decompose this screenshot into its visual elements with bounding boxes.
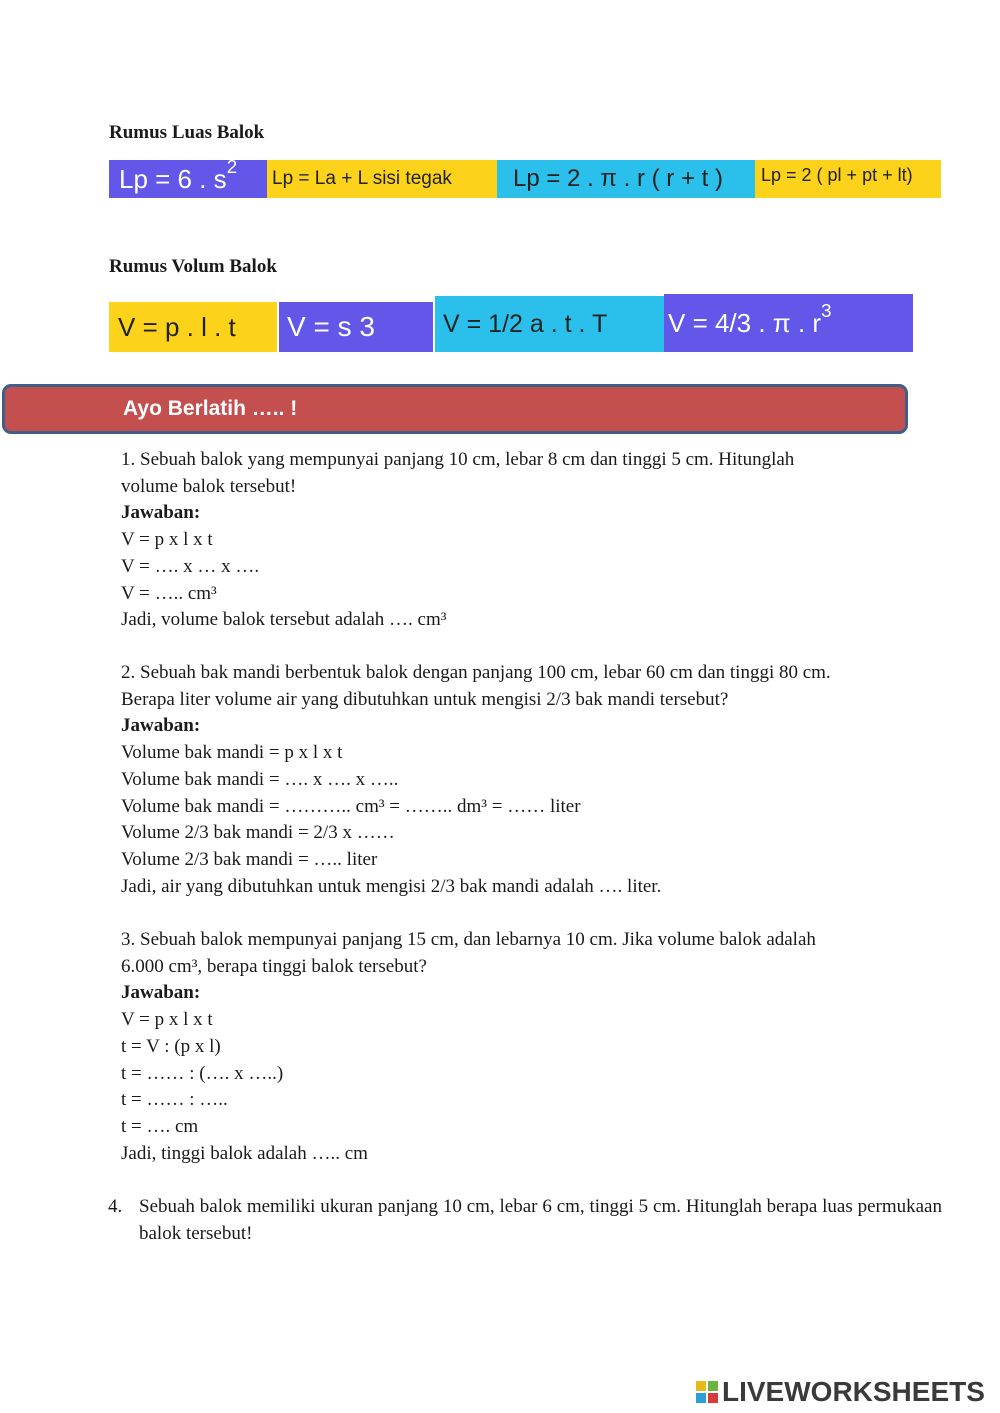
q2-line: Berapa liter volume air yang dibutuhkan untuk mengisi 2/3 bak mandi tersebut?	[121, 688, 729, 710]
q2-line: Volume 2/3 bak mandi = ….. liter	[121, 848, 378, 870]
banner-label: Ayo Berlatih ….. !	[123, 397, 298, 420]
volum-heading: Rumus Volum Balok	[109, 256, 277, 277]
q2-line: 2. Sebuah bak mandi berbentuk balok dengan panjang 100 cm, lebar 60 cm dan tinggi 80 cm.	[121, 662, 831, 683]
q3-line: 6.000 cm³, berapa tinggi balok tersebut?	[121, 955, 427, 977]
volum-formula-2-text: V = s 3	[287, 311, 375, 342]
luas-formula-1-exp: 2	[226, 160, 238, 177]
question-2	[121, 660, 831, 900]
volum-formula-tile-2	[277, 302, 433, 352]
liveworksheets-logo	[696, 1376, 985, 1408]
luas-formula-strip	[109, 160, 941, 198]
volum-formula-4-exp: 3	[821, 300, 832, 321]
question-1	[121, 447, 794, 634]
luas-formula-3-text: Lp = 2 . π . r ( r + t )	[513, 165, 723, 192]
q1-line: Jadi, volume balok tersebut adalah …. cm³	[121, 609, 447, 631]
logo-text: LIVEWORKSHEETS	[722, 1376, 985, 1407]
q1-line: V = p x l x t	[121, 529, 213, 551]
luas-formula-1-text: Lp = 6 . s	[119, 163, 227, 194]
luas-formula-4-text: Lp = 2 ( pl + pt + lt)	[761, 165, 913, 185]
volum-formula-1-text: V = p . l . t	[118, 311, 236, 342]
q4-number: 4.	[108, 1196, 123, 1217]
q1-line: V = ….. cm³	[121, 582, 217, 604]
luas-formula-2-text: Lp = La + L sisi tegak	[272, 168, 452, 189]
q2-line: Volume bak mandi = p x l x t	[121, 742, 343, 764]
volum-formula-tile-4	[664, 294, 913, 352]
luas-formula-tile-3	[497, 160, 755, 198]
q1-line: V = …. x … x ….	[121, 555, 260, 577]
q3-answer-label: Jawaban:	[121, 982, 201, 1004]
luas-formula-tile-1	[109, 160, 267, 198]
q3-line: Jadi, tinggi balok adalah ….. cm	[121, 1142, 368, 1164]
volum-formula-tile-3	[433, 296, 664, 352]
liveworksheets-logo-icon	[696, 1381, 718, 1403]
volum-formula-3-text: V = 1/2 a . t . T	[443, 309, 608, 338]
q2-line: Volume 2/3 bak mandi = 2/3 x ……	[121, 822, 395, 844]
q1-line: volume balok tersebut!	[121, 475, 297, 497]
q2-line: Volume bak mandi = ……….. cm³ = …….. dm³ = …… liter	[121, 795, 581, 817]
luas-heading: Rumus Luas Balok	[109, 122, 265, 143]
q3-line: t = …. cm	[121, 1115, 199, 1137]
ayo-berlatih-banner	[2, 384, 908, 434]
q1-answer-label: Jawaban:	[121, 502, 201, 524]
q4-text: Sebuah balok memiliki ukuran panjang 10 cm, lebar 6 cm, tinggi 5 cm. Hitunglah berapa luas permukaan balok tersebut!	[139, 1196, 942, 1244]
q3-line: t = V : (p x l)	[121, 1035, 221, 1057]
question-4	[108, 1193, 942, 1247]
q2-answer-label: Jawaban:	[121, 715, 201, 737]
q1-line: 1. Sebuah balok yang mempunyai panjang 10 cm, lebar 8 cm dan tinggi 5 cm. Hitunglah	[121, 449, 795, 470]
question-3	[121, 927, 816, 1167]
luas-formula-tile-2	[267, 160, 497, 198]
q3-line: V = p x l x t	[121, 1009, 213, 1031]
q2-line: Jadi, air yang dibutuhkan untuk mengisi 2/3 bak mandi adalah …. liter.	[121, 875, 662, 897]
luas-formula-tile-4	[755, 160, 941, 198]
q3-line: 3. Sebuah balok mempunyai panjang 15 cm, dan lebarnya 10 cm. Jika volume balok adalah	[121, 929, 816, 950]
volum-formula-tile-1	[109, 302, 277, 352]
q3-line: t = …… : (…. x …..)	[121, 1062, 284, 1084]
q3-line: t = …… : …..	[121, 1089, 228, 1111]
volum-formula-strip	[109, 294, 913, 352]
q2-line: Volume bak mandi = …. x …. x …..	[121, 768, 399, 790]
volum-formula-4-text: V = 4/3 . π . r	[668, 307, 822, 338]
